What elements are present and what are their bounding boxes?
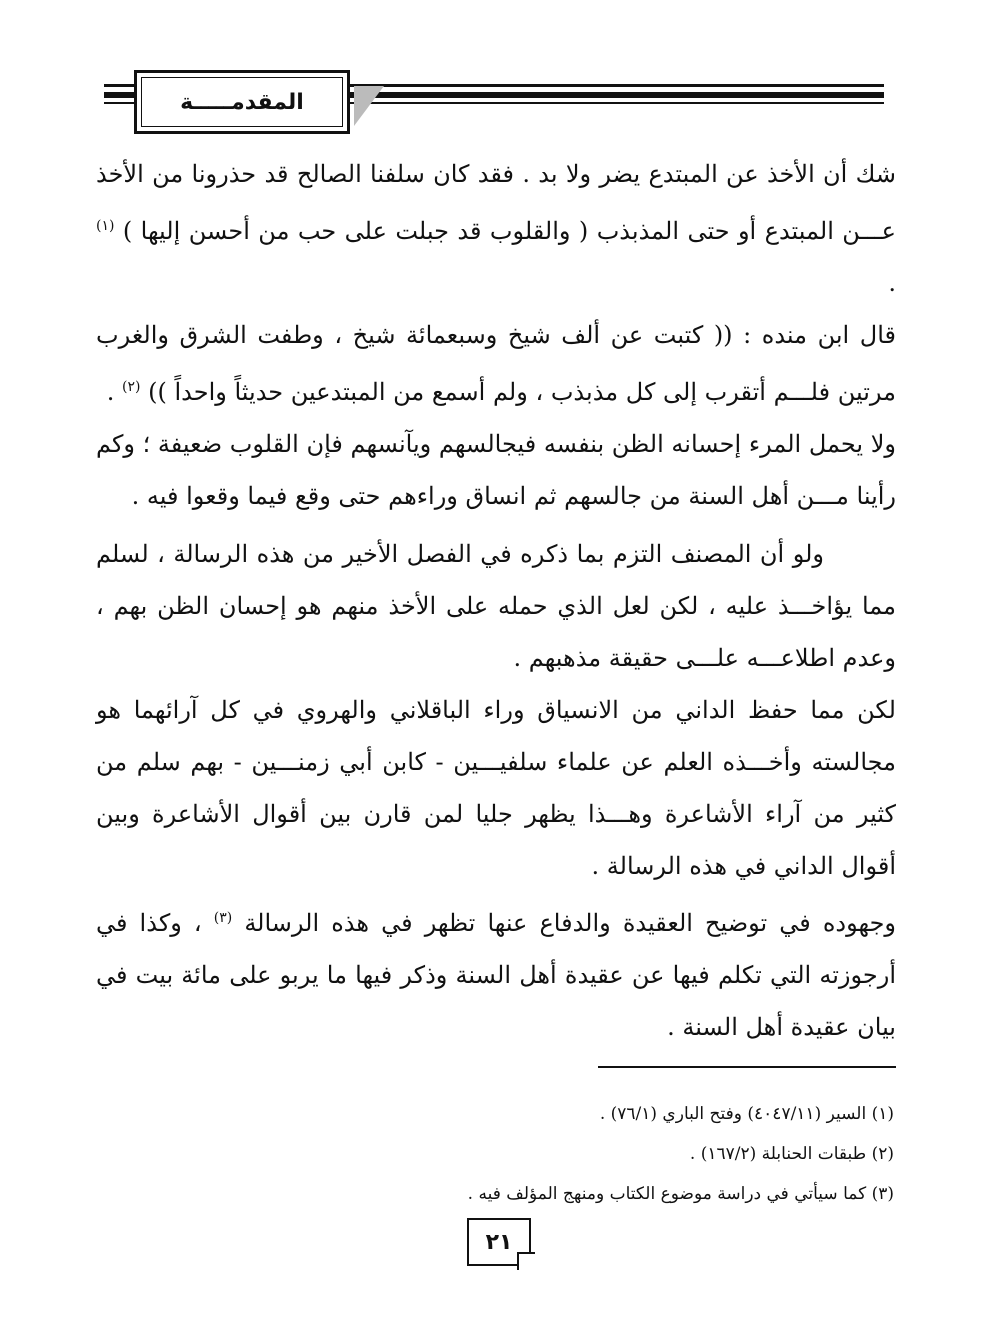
footnotes [96, 1094, 894, 1214]
header-rule-left-3 [104, 102, 138, 104]
header-rule-top [344, 84, 884, 87]
page-number: ٢١ [485, 1229, 513, 1255]
header-title-box [134, 70, 350, 134]
header-rule-left-1 [104, 84, 138, 87]
header-title: المقدمـــــة [141, 77, 343, 127]
page-curl-ornament [517, 1252, 535, 1270]
paragraph-2: قال ابن منده : (( كتبت عن ألف شيخ وسبعمائة شيخ ، وطفت الشرق والغرب مرتين فلـــم أتقرب إلى كل مذبذب ، ولم أسمع من المبتدعين حديثاً واحداً )) $^{(٢)}$ . [96, 321, 896, 406]
page-header [104, 62, 884, 142]
header-rule-bottom [344, 102, 884, 104]
footnote-ref-2: (٢) [122, 379, 141, 395]
main-text [96, 148, 896, 1053]
footnote-separator [598, 1066, 896, 1068]
footnote-ref-3: (٣) [213, 910, 233, 926]
page-number-box [467, 1218, 531, 1266]
footnote-1: (١) السير (٤٠٤٧/١١) وفتح الباري (٧٦/١) . [599, 1104, 894, 1124]
header-rule-left-2 [104, 92, 138, 98]
footnote-2: (٢) طبقات الحنابلة (١٦٧/٢) . [689, 1144, 894, 1164]
paragraph-6: وجهوده في توضيح العقيدة والدفاع عنها تظهر في هذه الرسالة $^{(٣)}$ ، وكذا في أرجوزته التي تكلم فيها عن عقيدة أهل السنة وذكر فيها ما يربو على مائة بيت في بيان عقيدة أهل السنة . [96, 909, 896, 1041]
paragraph-3: ولا يحمل المرء إحسانه الظن بنفسه فيجالسهم ويآنسهم فإن القلوب ضعيفة ؛ وكم رأينا مـــن أهل السنة من جالسهم ثم انساق وراءهم حتى وقع فيما وقعوا فيه . [96, 430, 896, 510]
paragraph-1: شك أن الأخذ عن المبتدع يضر ولا بد . فقد كان سلفنا الصالح قد حذرونا من الأخذ عـــن المبتدع أو حتى المذبذب ( والقلوب قد جبلت على حب من أحسن إليها ) $^{(١)}$ . [96, 160, 896, 297]
paragraph-5: لكن مما حفظ الداني من الانسياق وراء الباقلاني والهروي في كل آرائهما هو مجالسته وأخـــذه العلم عن علماء سلفيـــين - كابن أبي زمنـــين - بهم سلم من كثير من آراء الأشاعرة وهـــذا يظهر جليا لمن قارن بين أقوال الأشاعرة وبين أقوال الداني في هذه الرسالة . [96, 696, 896, 880]
header-shade-ornament [354, 86, 384, 126]
header-rule-mid [344, 92, 884, 98]
footnote-ref-1: (١) [96, 218, 115, 234]
footnote-3: (٣) كما سيأتي في دراسة موضوع الكتاب ومنهج المؤلف فيه . [467, 1184, 894, 1204]
paragraph-4: ولو أن المصنف التزم بما ذكره في الفصل الأخير من هذه الرسالة ، لسلم مما يؤاخـــذ عليه ، لكن لعل الذي حمله على الأخذ منهم هو إحسان الظن بهم ، وعدم اطلاعـــه علـــى حقيقة مذهبهم . [96, 540, 896, 672]
